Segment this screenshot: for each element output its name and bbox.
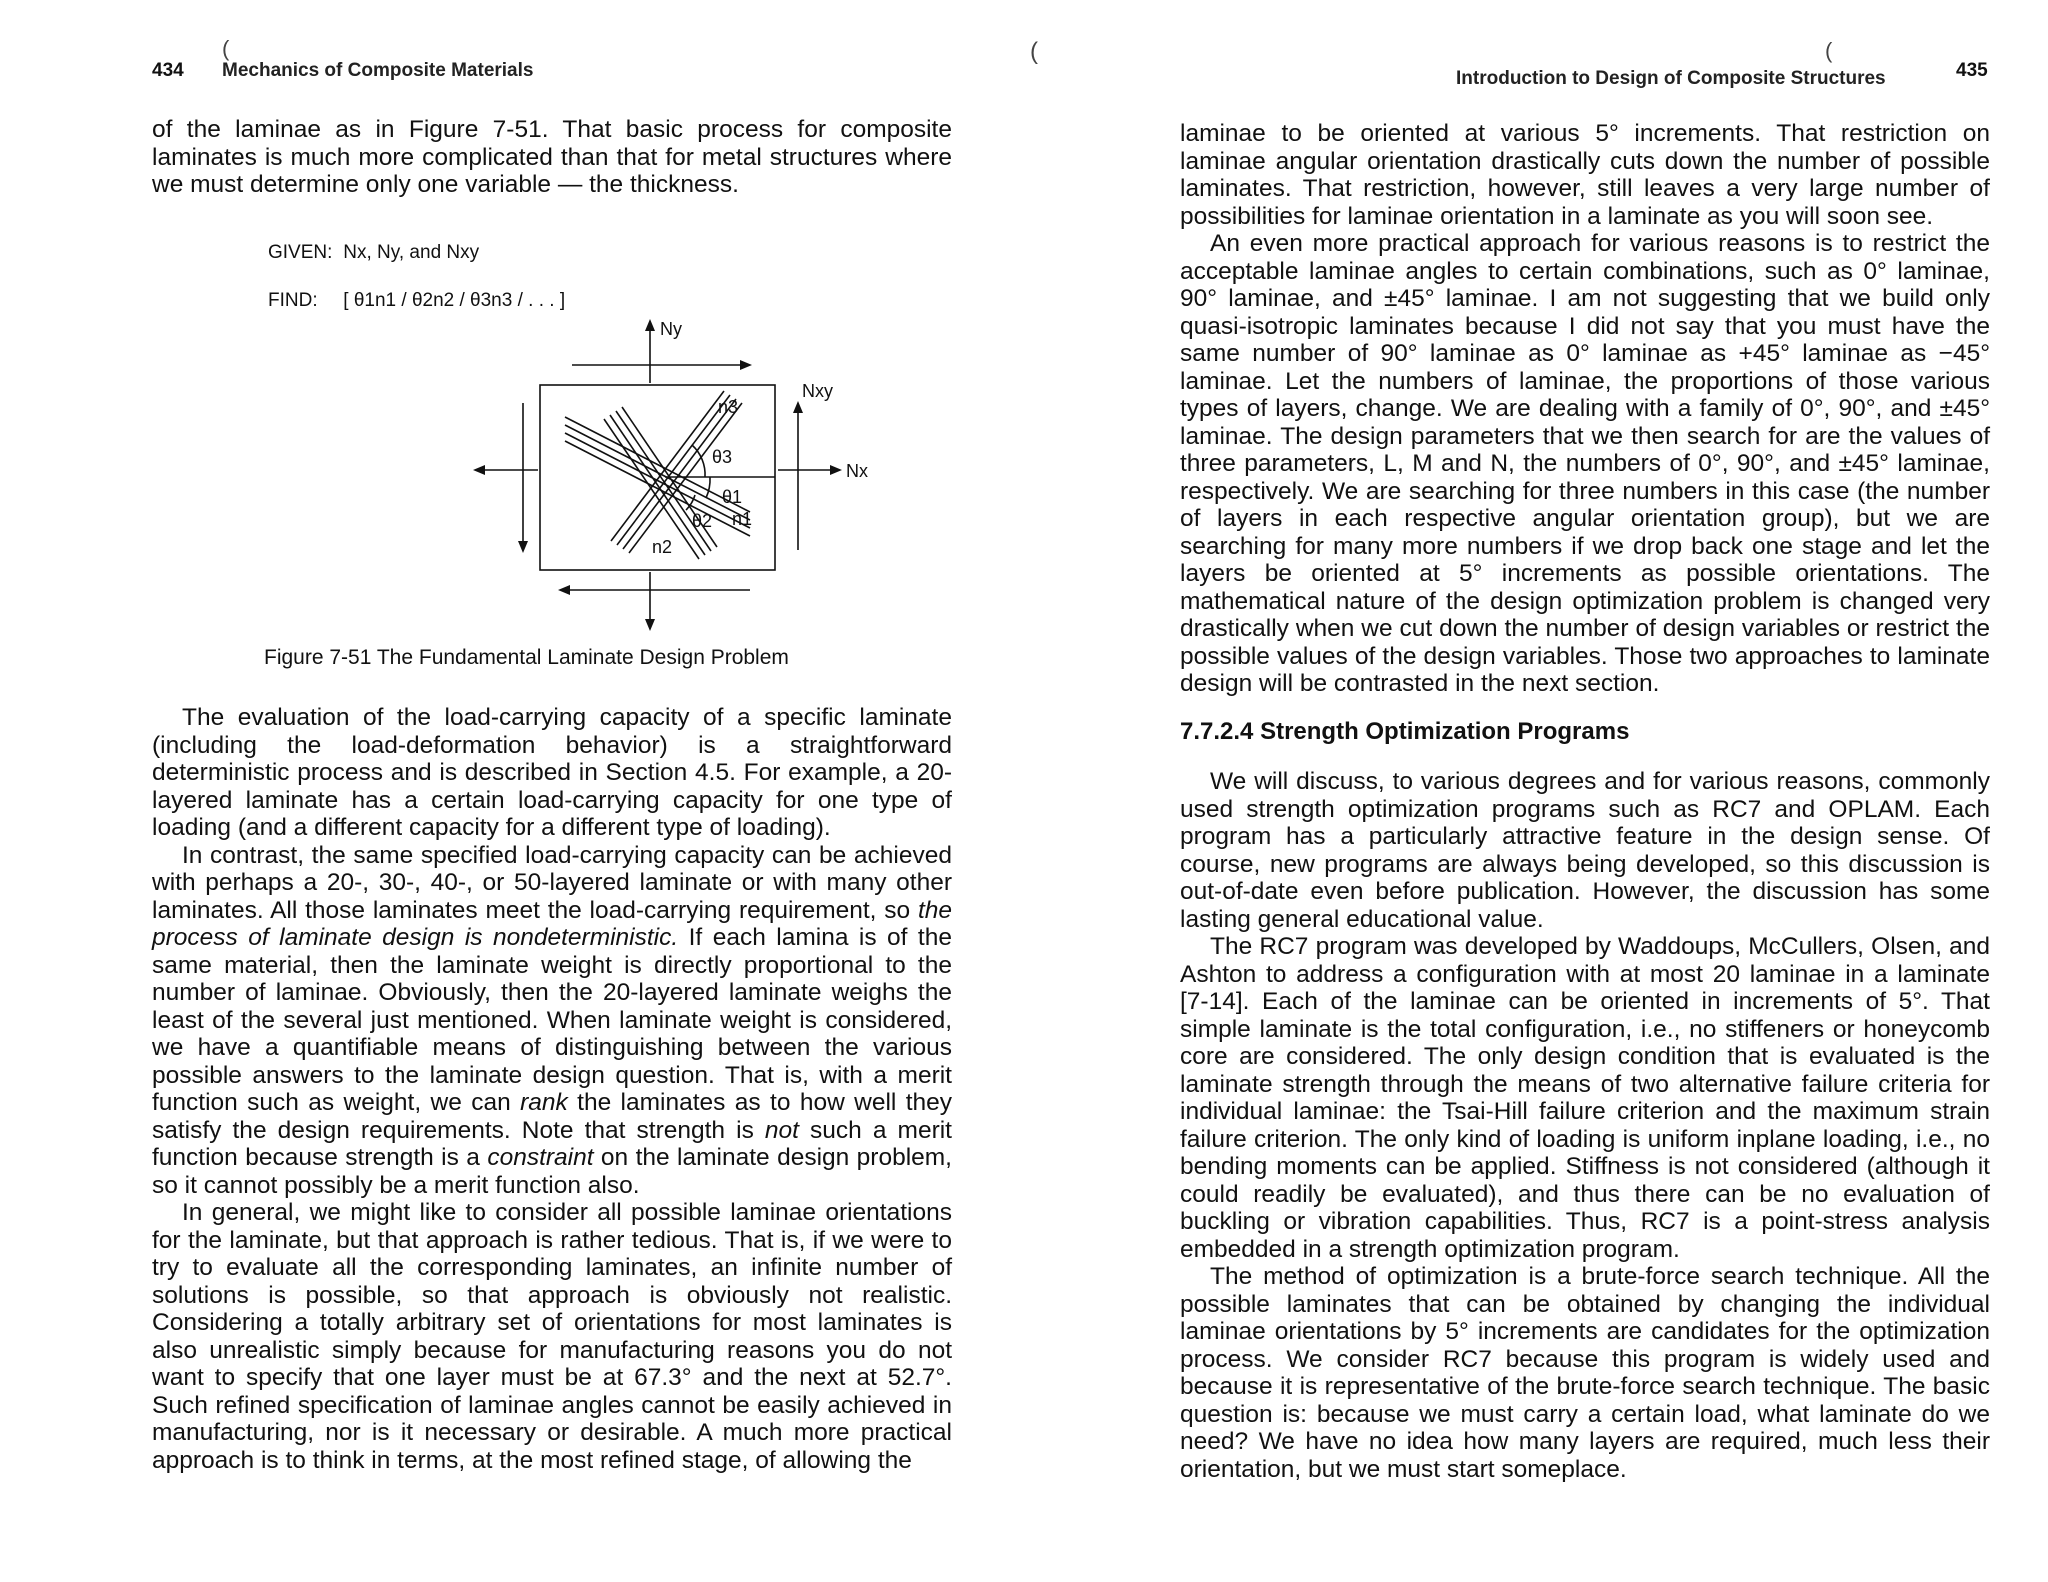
figure-7-51 xyxy=(460,305,880,635)
right-section-paragraph-2: The RC7 program was developed by Waddoups, McCullers, Olsen, and Ashton to address a configuration with at most 20 laminae in a laminate [7-14]. Each of the laminae can be oriented in increments of 5°. That simple laminate is the total configuration, i.e., no stiffeners or honeycomb core are considered. The only design condition that is evaluated is the laminate strength through the means of two alternative failure criteria for individual laminae: the Tsai-Hill failure criterion and the maximum strain failure criterion. The only kind of loading is uniform inplane loading, i.e., no bending moments can be applied. Stiffness is not considered (although it could readily be evaluated), and thus there can be no evaluation of buckling or vibration capabilities. Thus, RC7 is a point-stress analysis embedded in a strength optimization program. xyxy=(1180,933,1990,1263)
nx-left-arrowhead xyxy=(473,465,485,475)
page-number-right: 435 xyxy=(1956,60,1988,81)
given-row xyxy=(268,242,565,270)
label-theta3: θ3 xyxy=(712,447,733,467)
right-body-bottom xyxy=(1180,768,1990,1483)
label-n2: n2 xyxy=(652,537,673,557)
shear-top-arrowhead xyxy=(740,360,752,370)
section-heading: 7.7.2.4 Strength Optimization Programs xyxy=(1180,718,1630,745)
page-number-left: 434 xyxy=(152,60,184,81)
find-value: [ θ1n1 / θ2n2 / θ3n3 / . . . ] xyxy=(343,290,566,311)
left-body xyxy=(152,704,952,1474)
ny-arrowhead xyxy=(645,319,655,331)
running-header-right: Introduction to Design of Composite Structures xyxy=(1456,68,1886,89)
label-theta2: θ2 xyxy=(692,511,713,531)
label-nx: Nx xyxy=(846,461,868,481)
label-nxy: Nxy xyxy=(802,381,833,401)
right-section-paragraph-1: We will discuss, to various degrees and for various reasons, commonly used strength optimization programs such as RC7 and OPLAM. Each program has a particularly attractive feature in the design sense. Of course, new programs are always being developed, so this discussion is out-of-date even before publication. However, the discussion has some lasting general educational value. xyxy=(1180,768,1990,933)
label-ny: Ny xyxy=(660,319,682,339)
left-paragraph-1: The evaluation of the load-carrying capacity of a specific laminate (including the load-deformation behavior) is a straightforward deterministic process and is described in Section 4.5. For example, a 20-layered laminate has a certain load-carrying capacity for one type of loading (and a different capacity for a different type of loading). xyxy=(152,704,952,841)
right-paragraph-1: laminae to be oriented at various 5° increments. That restriction on laminae angular orientation drastically cuts down the number of possible laminates. That restriction, however, still leaves a very large number of possibilities for laminae orientation in a laminate as you will soon see. xyxy=(1180,120,1990,230)
shear-left-arrowhead xyxy=(518,541,528,553)
right-paragraph-2: An even more practical approach for various reasons is to restrict the acceptable laminae angles to certain combinations, such as 0° laminae, 90° laminae, and ±45° laminae. I am not suggesting that we build only quasi-isotropic laminates because I did not say that you must have the same number of 90° laminae as 0° laminae as +45° laminae as −45° laminae. Let the numbers of laminae, the proportions of those various types of layers, change. We are dealing with a family of 0°, 90°, and ±45° laminae. The design parameters that we then search for are the values of three parameters, L, M and N, the numbers of 0°, 90°, and ±45° laminae, respectively. We are searching for three numbers in this case (the number of layers in each respective angular orientation group), but we are searching for many more numbers if we drop back one stage and let the layers be oriented at 5° increments as possible orientations. The mathematical nature of the design optimization problem is changed very drastically when we cut down the number of design variables or restrict the possible values of the design variables. Those two approaches to laminate design will be contrasted in the next section. xyxy=(1180,230,1990,697)
label-n3: n3 xyxy=(718,397,739,417)
ny-bottom-arrowhead xyxy=(645,619,655,631)
label-n1: n1 xyxy=(732,509,753,529)
find-label: FIND: xyxy=(268,290,318,311)
shear-right-arrowhead xyxy=(793,401,803,413)
left-page xyxy=(0,0,1000,1582)
right-body-top xyxy=(1180,120,1990,698)
gutter-paren-mid: ( xyxy=(1030,38,1038,65)
given-value: Nx, Ny, and Nxy xyxy=(343,242,480,263)
given-label: GIVEN: xyxy=(268,242,333,263)
left-paragraph-2: In contrast, the same specified load-carrying capacity can be achieved with perhaps a 20-, 30-, 40-, or 50-layered laminate or with many other laminates. All those laminates meet the load-carrying requirement, so the process of laminate design is nondeterministic. If each lamina is of the same material, then the laminate weight is directly proportional to the number of laminae. Obviously, then the 20-layered laminate weighs the least of the several just mentioned. When laminate weight is considered, we have a quantifiable means of distinguishing between the various possible answers to the laminate design question. That is, with a merit function such as weight, we can rank the laminates as to how well they satisfy the design requirements. Note that strength is not such a merit function because strength is a constraint on the laminate design problem, so it cannot possibly be a merit function also. xyxy=(152,841,953,1199)
intro-paragraph: of the laminae as in Figure 7-51. That basic process for composite laminates is much more complicated than that for metal structures where we must determine only one variable — the thickness. xyxy=(152,116,952,198)
figure-caption: Figure 7-51 The Fundamental Laminate Design Problem xyxy=(264,646,789,669)
left-paragraph-3: In general, we might like to consider all possible laminae orientations for the laminate, but that approach is rather tedious. That is, if we were to try to evaluate all the corresponding laminates, an infinite number of solutions is possible, so that approach is obviously not realistic. Considering a totally arbitrary set of orientations for most laminates is also unrealistic simply because for manufacturing reasons you do not want to specify that one layer must be at 67.3° and the next at 52.7°. Such refined specification of laminae angles cannot be easily achieved in manufacturing, nor is it necessary or desirable. A much more practical approach is to think in terms, at the most refined stage, of allowing the xyxy=(152,1199,952,1474)
label-theta1: θ1 xyxy=(722,487,743,507)
gutter-paren-right: ( xyxy=(1825,38,1833,63)
nx-right-arrowhead xyxy=(830,465,842,475)
shear-bottom-arrowhead xyxy=(558,585,570,595)
right-section-paragraph-3: The method of optimization is a brute-force search technique. All the possible laminates that can be obtained by changing the individual laminae orientations by 5° increments are candidates for the optimization process. We consider RC7 because this program is widely used and because it is representative of the brute-force search technique. The basic question is: because we must carry a certain load, what laminate do we need? We have no idea how many layers are required, much less their orientation, but we must start someplace. xyxy=(1180,1263,1990,1483)
left-intro xyxy=(152,116,952,199)
gutter-paren-left: ( xyxy=(222,36,230,61)
theta1-arc xyxy=(706,477,710,498)
running-header-left: Mechanics of Composite Materials xyxy=(222,60,534,81)
